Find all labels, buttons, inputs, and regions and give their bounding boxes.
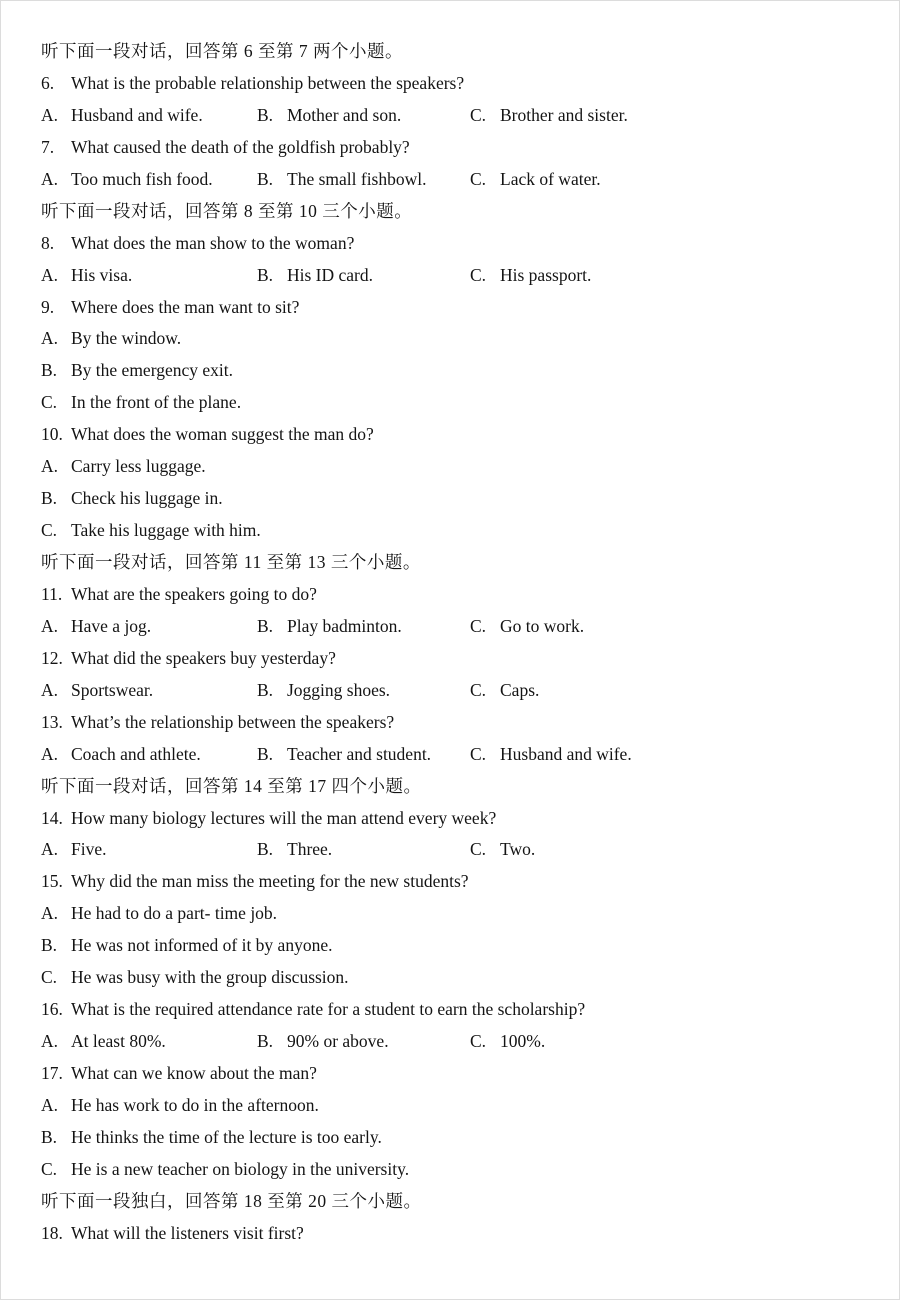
question-number: 14. [41,807,63,828]
question-13-line [41,707,869,739]
option-label: B. [41,360,58,381]
question-9-option-c [41,387,869,419]
option-label: C. [470,743,487,764]
option-b [257,834,470,866]
question-15-option-b [41,930,869,962]
option-text: 90% or above. [287,1031,389,1052]
option-text: At least 80%. [71,1031,166,1052]
option-text: His passport. [500,264,592,285]
option-label: B. [257,743,274,764]
instruction-line-q6-q7: 听下面一段对话，回答第 6 至第 7 两个小题。 [41,41,403,61]
question-15-option-c [41,962,869,994]
question-text: How many biology lectures will the man attend every week? [71,807,497,828]
option-text: His visa. [71,264,133,285]
question-8-line [41,228,869,260]
option-text: Husband and wife. [500,743,632,764]
option-text: By the window. [71,328,182,349]
option-text: Caps. [500,679,540,700]
option-text: Take his luggage with him. [71,520,261,541]
option-b [257,164,470,196]
question-number: 8. [41,232,55,253]
question-6-options-row [41,100,869,132]
question-number: 16. [41,999,63,1020]
option-label: A. [41,328,59,349]
question-8-options-row [41,260,869,292]
option-label: A. [41,1094,59,1115]
option-c [470,100,869,132]
option-a [41,1026,257,1058]
option-label: C. [470,839,487,860]
question-10-option-c [41,515,869,547]
option-a [41,675,257,707]
option-label: B. [257,615,274,636]
option-text: Five. [71,839,107,860]
option-c [470,675,869,707]
option-text: Three. [287,839,333,860]
option-label: C. [41,392,58,413]
question-16-options-row [41,1026,869,1058]
question-17-option-c [41,1154,869,1186]
option-b [257,675,470,707]
question-text: What caused the death of the goldfish probably? [71,136,410,157]
option-b [257,260,470,292]
option-label: A. [41,903,59,924]
question-14-line [41,803,869,835]
question-14-options-row [41,834,869,866]
option-label: A. [41,743,59,764]
option-c [470,739,869,771]
question-6-line [41,68,869,100]
option-text: Husband and wife. [71,104,203,125]
option-a [41,834,257,866]
question-text: What are the speakers going to do? [71,583,317,604]
instruction-line-q14-q17: 听下面一段对话，回答第 14 至第 17 四个小题。 [41,775,422,796]
option-label: C. [470,1031,487,1052]
question-text: Why did the man miss the meeting for the new students? [71,871,469,892]
option-c [470,611,869,643]
question-15-option-a [41,898,869,930]
question-10-option-b [41,483,869,515]
option-text: He is a new teacher on biology in the university. [71,1158,410,1179]
option-text: Sportswear. [71,679,154,700]
question-17-option-a [41,1090,869,1122]
option-label: C. [470,679,487,700]
option-text: In the front of the plane. [71,392,242,413]
question-18-line [41,1218,869,1250]
question-number: 7. [41,136,55,157]
option-label: C. [41,520,58,541]
question-number: 18. [41,1222,63,1243]
question-text: What will the listeners visit first? [71,1222,304,1243]
option-text: Carry less luggage. [71,456,206,477]
option-c [470,1026,869,1058]
option-text: Go to work. [500,615,585,636]
question-13-options-row [41,739,869,771]
option-label: C. [470,104,487,125]
option-text: By the emergency exit. [71,360,233,381]
option-label: C. [470,168,487,189]
question-number: 15. [41,871,63,892]
question-11-line [41,579,869,611]
question-text: Where does the man want to sit? [71,296,300,317]
option-text: He has work to do in the afternoon. [71,1094,319,1115]
option-label: A. [41,456,59,477]
option-a [41,611,257,643]
option-text: The small fishbowl. [287,168,427,189]
question-10-line [41,419,869,451]
question-text: What’s the relationship between the speakers? [71,711,395,732]
option-label: B. [41,1126,58,1147]
option-text: Mother and son. [287,104,402,125]
option-b [257,1026,470,1058]
option-label: A. [41,1031,59,1052]
question-number: 13. [41,711,63,732]
option-label: B. [257,839,274,860]
option-label: B. [257,168,274,189]
option-text: Two. [500,839,536,860]
question-number: 9. [41,296,55,317]
option-label: A. [41,264,59,285]
option-text: He had to do a part- time job. [71,903,278,924]
option-label: C. [470,264,487,285]
question-text: What can we know about the man? [71,1063,317,1083]
question-17-option-b [41,1122,869,1154]
question-12-options-row [41,675,869,707]
option-label: A. [41,168,59,189]
option-c [470,164,869,196]
option-text: Have a jog. [71,615,152,636]
question-number: 12. [41,647,63,668]
option-text: Jogging shoes. [287,679,391,700]
question-9-option-a [41,323,869,355]
question-15-line [41,866,869,898]
option-text: Brother and sister. [500,104,628,125]
question-number: 6. [41,72,55,93]
option-label: C. [41,1158,58,1179]
option-c [470,834,869,866]
option-label: B. [257,264,274,285]
option-label: B. [41,935,58,956]
option-label: A. [41,679,59,700]
option-label: B. [257,679,274,700]
option-text: Coach and athlete. [71,743,201,764]
option-a [41,260,257,292]
question-text: What is the probable relationship between the speakers? [71,72,465,93]
question-9-option-b [41,355,869,387]
question-number: 10. [41,424,63,445]
option-label: B. [257,104,274,125]
option-text: He was busy with the group discussion. [71,967,349,988]
question-10-option-a [41,451,869,483]
instruction-line-q8-q10: 听下面一段对话，回答第 8 至第 10 三个小题。 [41,200,413,221]
option-text: Lack of water. [500,168,601,189]
option-text: He was not informed of it by anyone. [71,935,333,956]
option-a [41,739,257,771]
question-12-line [41,643,869,675]
option-c [470,260,869,292]
question-text: What does the man show to the woman? [71,232,355,253]
option-b [257,100,470,132]
question-16-line [41,994,869,1026]
instruction-line-q11-q13: 听下面一段对话，回答第 11 至第 13 三个小题。 [41,552,421,572]
option-text: His ID card. [287,264,374,285]
option-label: B. [41,488,58,509]
option-text: Check his luggage in. [71,488,223,509]
question-text: What did the speakers buy yesterday? [71,647,336,668]
question-17-line [41,1058,869,1090]
question-7-line [41,132,869,164]
option-label: C. [470,615,487,636]
option-label: A. [41,104,59,125]
question-number: 17. [41,1063,63,1083]
option-a [41,164,257,196]
option-text: Teacher and student. [287,743,432,764]
question-number: 11. [41,583,63,604]
option-label: A. [41,839,59,860]
question-text: What is the required attendance rate for a student to earn the scholarship? [71,999,586,1020]
instruction-line-q18-q20: 听下面一段独白，回答第 18 至第 20 三个小题。 [41,1190,422,1211]
option-text: 100%. [500,1031,546,1052]
option-b [257,611,470,643]
option-text: Play badminton. [287,615,402,636]
option-b [257,739,470,771]
question-9-line [41,292,869,324]
option-text: Too much fish food. [71,168,213,189]
question-7-options-row [41,164,869,196]
option-a [41,100,257,132]
option-text: He thinks the time of the lecture is too early. [71,1126,382,1147]
option-label: A. [41,615,59,636]
option-label: B. [257,1031,274,1052]
option-label: C. [41,967,58,988]
question-text: What does the woman suggest the man do? [71,424,374,445]
question-11-options-row [41,611,869,643]
